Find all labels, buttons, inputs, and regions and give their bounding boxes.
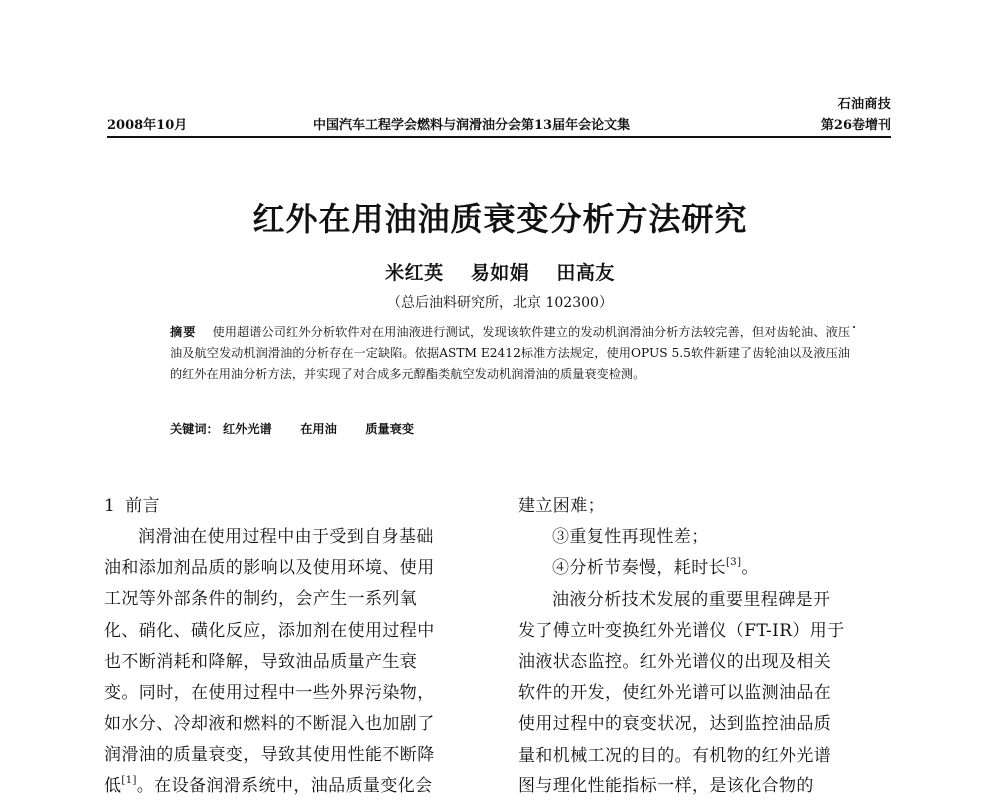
running-header	[107, 114, 891, 136]
body-line: ③重复性再现性差；	[552, 527, 709, 548]
authors-line	[0, 258, 1000, 285]
header-volume: 第26卷增刊	[820, 118, 891, 133]
journal-name: 石油商技	[837, 97, 891, 112]
left-column	[104, 491, 478, 796]
abstract-text: 使用超谱公司红外分析软件对在用油液进行测试，发现该软件建立的发动机润滑油分析方法较完善，但对齿轮油、液压油及航空发动机润滑油的分析存在一定缺陷。依据ASTM E2412标准方法规定，使用OPUS 5.5软件新建了齿轮油以及液压油的红外在用油分析方法，并实现了对合成多元醇酯类航空发动机润滑油的质量衰变检测。	[170, 325, 851, 381]
author-name: 易如娟	[470, 262, 530, 284]
keywords-label: 关键词：	[170, 422, 219, 436]
body-line: 化、硝化、磺化反应，添加剂在使用过程中	[104, 620, 435, 641]
body-line: 也不断消耗和降解，导致油品质量产生衰	[104, 651, 418, 672]
ref-line-end: 。	[741, 558, 759, 579]
body-line-partial	[518, 772, 892, 796]
author-name: 田高友	[556, 262, 615, 284]
abstract-label: 摘要	[170, 325, 197, 339]
keyword: 在用油	[300, 422, 337, 436]
body-line: 变。同时，在使用过程中一些外界污染物，	[104, 682, 435, 703]
body-line: 量和机械工况的目的。有机物的红外光谱	[518, 745, 832, 766]
keywords-line	[170, 420, 850, 437]
body-line-with-citation	[518, 553, 892, 584]
body-line: 使用过程中的衰变状况，达到监控油品质	[518, 714, 832, 735]
body-line-partial	[104, 772, 478, 796]
section-number: 1	[104, 496, 116, 516]
body-line: 油液状态监控。红外光谱仪的出现及相关	[518, 651, 832, 672]
body-line: 建立困难；	[518, 496, 605, 516]
partial-line: 图与理化性能指标一样，是该化合物的	[518, 775, 814, 796]
author-name: 米红英	[385, 262, 444, 284]
keyword: 红外光谱	[223, 422, 272, 436]
header-rule	[107, 136, 891, 138]
ref-line-text: ④分析节奏慢，耗时长	[552, 558, 726, 579]
citation-ref: [1]	[121, 774, 137, 786]
body-line: 工况等外部条件的制约，会产生一系列氧	[104, 589, 418, 610]
paper-title: 红外在用油油质衰变分析方法研究	[252, 200, 748, 238]
stray-mark	[853, 326, 855, 328]
abstract	[170, 322, 850, 385]
partial-prefix: 低	[104, 775, 122, 796]
section-title: 前言	[125, 496, 161, 516]
section-heading	[104, 491, 478, 522]
partial-rest: 。在设备润滑系统中，油品质量变化会	[136, 775, 433, 796]
body-line: 油液分析技术发展的重要里程碑是开	[552, 589, 831, 610]
affiliation: （总后油料研究所，北京 102300）	[387, 295, 613, 311]
right-column	[518, 491, 892, 796]
body-line: 油和添加剂品质的影响以及使用环境、使用	[104, 558, 435, 579]
header-date: 2008年10月	[107, 118, 188, 133]
body-line: 润滑油的质量衰变，导致其使用性能不断降	[104, 745, 435, 766]
body-line: 如水分、冷却液和燃料的不断混入也加剧了	[104, 714, 435, 735]
body-line: 发了傅立叶变换红外光谱仪（FT-IR）用于	[518, 620, 845, 641]
body-line: 软件的开发，使红外光谱可以监测油品在	[518, 683, 832, 704]
citation-ref: [3]	[726, 556, 742, 568]
body-line: 润滑油在使用过程中由于受到自身基础	[138, 527, 434, 547]
header-proceedings: 中国汽车工程学会燃料与润滑油分会第13届年会论文集	[313, 118, 631, 133]
keyword: 质量衰变	[365, 422, 415, 436]
